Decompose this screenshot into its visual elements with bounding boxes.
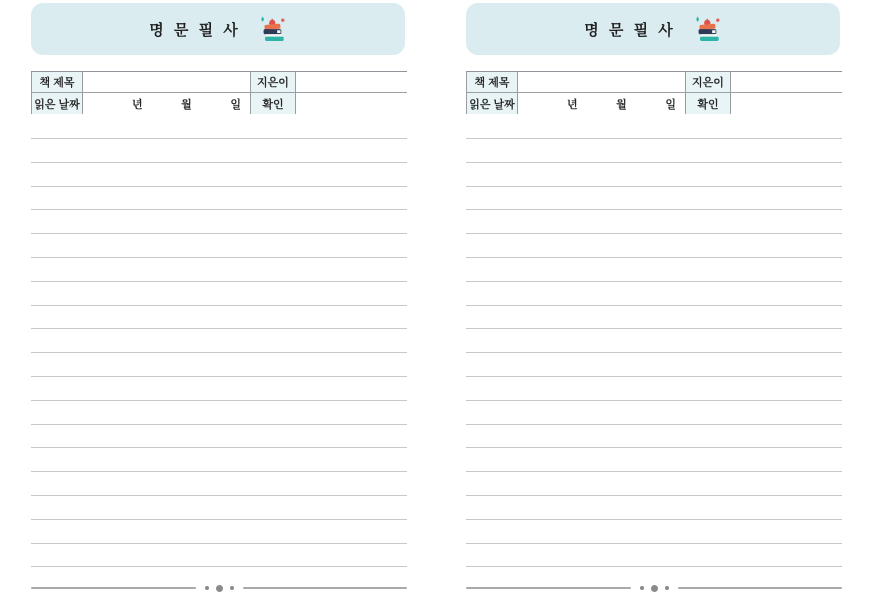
writing-line bbox=[466, 471, 842, 472]
writing-line bbox=[31, 376, 407, 377]
writing-line bbox=[466, 400, 842, 401]
footer-divider bbox=[31, 582, 407, 594]
writing-line bbox=[31, 138, 407, 139]
writing-line bbox=[31, 281, 407, 282]
date-unit-year: 년 bbox=[567, 98, 578, 111]
writing-line bbox=[466, 162, 842, 163]
date-unit-year: 년 bbox=[132, 98, 143, 111]
date-unit-day: 일 bbox=[665, 98, 676, 111]
dot-large bbox=[216, 585, 223, 592]
writing-line bbox=[31, 162, 407, 163]
writing-line bbox=[466, 352, 842, 353]
date-unit-month: 월 bbox=[181, 98, 192, 111]
writing-lines-area bbox=[466, 0, 842, 611]
dot-large bbox=[651, 585, 658, 592]
divider-line-right bbox=[243, 587, 408, 589]
writing-line bbox=[466, 328, 842, 329]
writing-line bbox=[31, 471, 407, 472]
writing-line bbox=[466, 209, 842, 210]
writing-line bbox=[466, 519, 842, 520]
writing-line bbox=[31, 209, 407, 210]
writing-line bbox=[31, 328, 407, 329]
writing-line bbox=[31, 566, 407, 567]
writing-line bbox=[31, 233, 407, 234]
divider-line-left bbox=[466, 587, 631, 589]
divider-line-left bbox=[31, 587, 196, 589]
transcription-panel-left bbox=[31, 0, 407, 611]
writing-line bbox=[466, 305, 842, 306]
writing-line bbox=[31, 424, 407, 425]
footer-dots bbox=[205, 585, 234, 592]
writing-line bbox=[466, 233, 842, 234]
writing-line bbox=[31, 186, 407, 187]
writing-line bbox=[466, 186, 842, 187]
footer-dots bbox=[640, 585, 669, 592]
book-title-label: 책 제목 bbox=[31, 72, 83, 93]
writing-line bbox=[466, 281, 842, 282]
author-label: 지은이 bbox=[686, 72, 731, 93]
check-label: 확인 bbox=[251, 93, 296, 114]
dot-small bbox=[665, 586, 669, 590]
dot-small bbox=[205, 586, 209, 590]
divider-line-right bbox=[678, 587, 843, 589]
writing-line bbox=[31, 495, 407, 496]
dot-small bbox=[230, 586, 234, 590]
writing-line bbox=[466, 543, 842, 544]
writing-line bbox=[31, 543, 407, 544]
writing-line bbox=[31, 519, 407, 520]
writing-line bbox=[466, 495, 842, 496]
writing-lines-area bbox=[31, 0, 407, 611]
writing-line bbox=[31, 305, 407, 306]
read-date-label: 읽은 날짜 bbox=[31, 93, 83, 114]
page-title: 명 문 필 사 bbox=[149, 21, 241, 39]
date-unit-day: 일 bbox=[230, 98, 241, 111]
writing-line bbox=[466, 257, 842, 258]
transcription-panel-right bbox=[466, 0, 842, 611]
page-title: 명 문 필 사 bbox=[584, 21, 676, 39]
footer-divider bbox=[466, 582, 842, 594]
writing-line bbox=[31, 447, 407, 448]
writing-line bbox=[466, 447, 842, 448]
date-unit-month: 월 bbox=[616, 98, 627, 111]
writing-line bbox=[31, 400, 407, 401]
read-date-label: 읽은 날짜 bbox=[466, 93, 518, 114]
writing-line bbox=[31, 257, 407, 258]
writing-line bbox=[466, 138, 842, 139]
author-label: 지은이 bbox=[251, 72, 296, 93]
writing-line bbox=[466, 424, 842, 425]
writing-line bbox=[466, 566, 842, 567]
book-title-label: 책 제목 bbox=[466, 72, 518, 93]
dot-small bbox=[640, 586, 644, 590]
check-label: 확인 bbox=[686, 93, 731, 114]
writing-line bbox=[31, 352, 407, 353]
writing-line bbox=[466, 376, 842, 377]
